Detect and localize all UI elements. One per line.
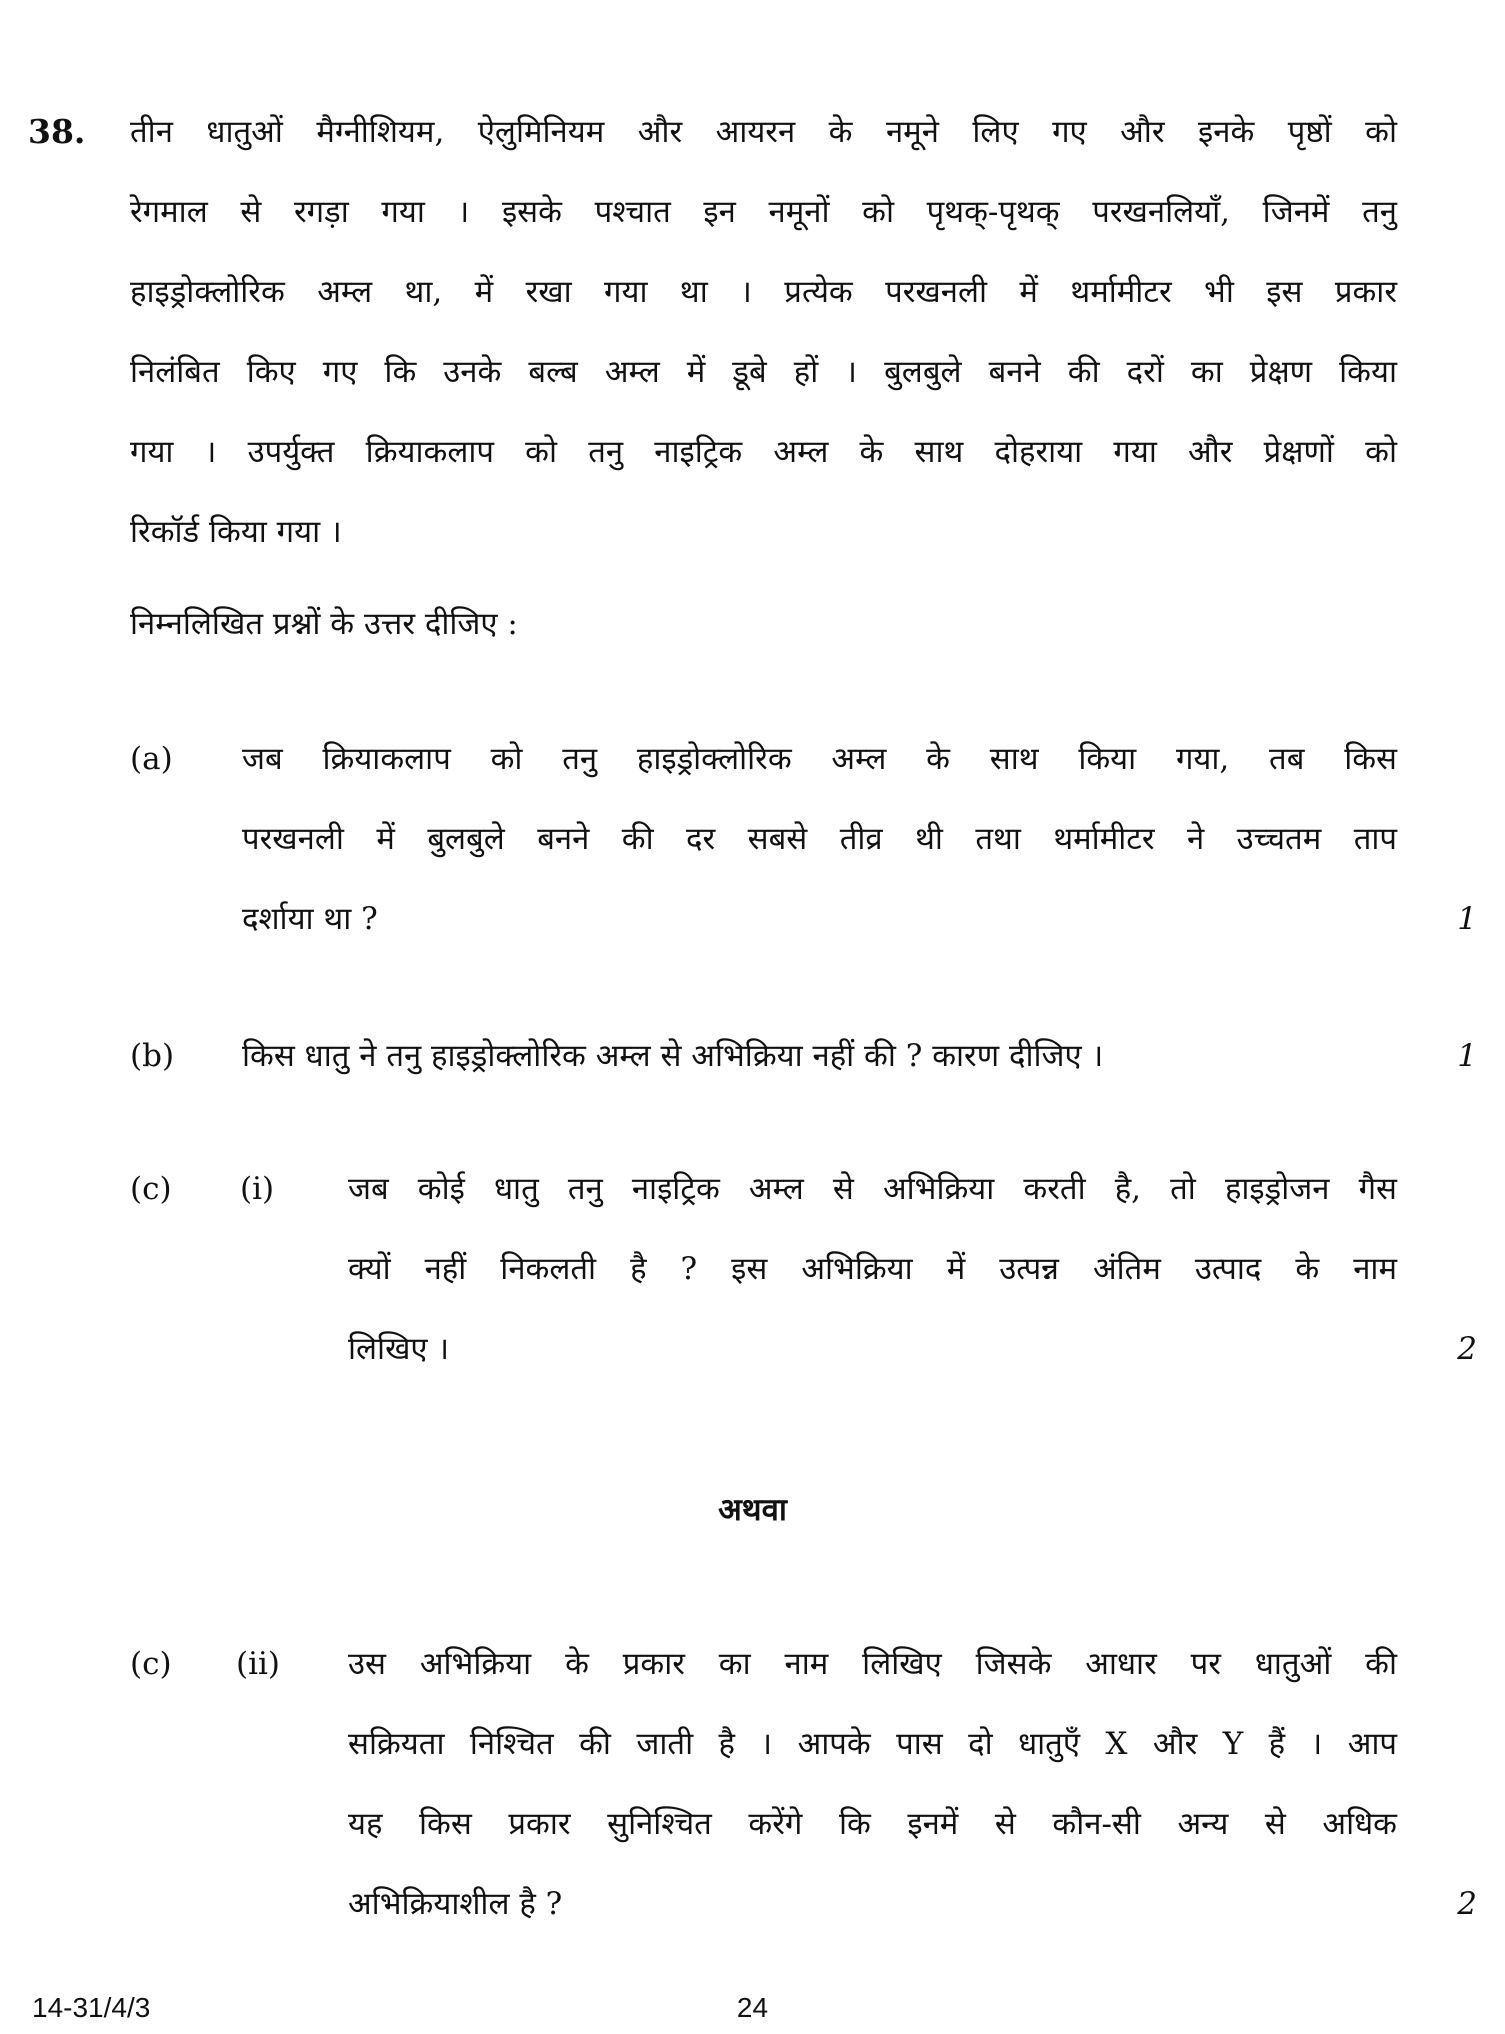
paper-code: 14-31/4/3 [32,1992,151,2023]
part-c-label: (c) [130,1171,172,1207]
part-c-ii-marks: 2 [1457,1886,1477,1922]
part-c-label: (c) [130,1646,172,1682]
part-c-i-line: लिखिए । [348,1331,450,1367]
part-c-i-line: जब कोई धातु तनु नाइट्रिक अम्ल से अभिक्रिया करती है, तो हाइड्रोजन गैस [348,1171,1397,1207]
question-number: 38. [28,112,86,151]
part-a-line: दर्शाया था ? [242,901,378,937]
part-b-marks: 1 [1457,1038,1477,1074]
part-c-i-marks: 2 [1457,1331,1477,1367]
intro-line: गया । उपर्युक्त क्रियाकलाप को तनु नाइट्रिक अम्ल के साथ दोहराया गया और प्रेक्षणों को [130,434,1397,470]
part-a-label: (a) [130,741,173,777]
intro-line: हाइड्रोक्लोरिक अम्ल था, में रखा गया था । प्रत्येक परखनली में थर्मामीटर भी इस प्रकार [130,274,1397,310]
part-c-i-line: क्यों नहीं निकलती है ? इस अभिक्रिया में उत्पन्न अंतिम उत्पाद के नाम [348,1251,1397,1287]
part-c-ii-line: अभिक्रियाशील है ? [348,1886,563,1922]
part-c-ii-sublabel: (ii) [236,1646,281,1682]
intro-line: तीन धातुओं मैग्नीशियम, ऐलुमिनियम और आयरन के नमूने लिए गए और इनके पृष्ठों को [130,114,1397,150]
part-a-line: जब क्रियाकलाप को तनु हाइड्रोक्लोरिक अम्ल के साथ किया गया, तब किस [242,741,1397,777]
intro-line: रेगमाल से रगड़ा गया । इसके पश्चात इन नमूनों को पृथक्-पृथक् परखनलियाँ, जिनमें तनु [130,194,1397,230]
part-c-ii-line: उस अभिक्रिया के प्रकार का नाम लिखिए जिसके आधार पर धातुओं की [348,1646,1397,1682]
intro-line: रिकॉर्ड किया गया । [130,514,342,550]
part-c-ii-line: यह किस प्रकार सुनिश्चित करेंगे कि इनमें से कौन-सी अन्य से अधिक [348,1806,1397,1842]
or-heading: अथवा [718,1492,787,1528]
intro-line: निलंबित किए गए कि उनके बल्ब अम्ल में डूबे हों । बुलबुले बनने की दरों का प्रेक्षण किया [130,354,1397,390]
part-a-line: परखनली में बुलबुले बनने की दर सबसे तीव्र थी तथा थर्मामीटर ने उच्चतम ताप [242,821,1397,857]
part-c-ii-line: सक्रियता निश्चित की जाती है । आपके पास दो धातुएँ X और Y हैं । आप [348,1726,1397,1762]
part-b-label: (b) [130,1038,175,1074]
page-number: 24 [736,1992,769,2023]
part-a-marks: 1 [1457,901,1477,937]
part-b-text: किस धातु ने तनु हाइड्रोक्लोरिक अम्ल से अभिक्रिया नहीं की ? कारण दीजिए । [242,1038,1104,1074]
instruction-text: निम्नलिखित प्रश्नों के उत्तर दीजिए : [130,606,518,642]
part-c-i-sublabel: (i) [240,1171,275,1207]
